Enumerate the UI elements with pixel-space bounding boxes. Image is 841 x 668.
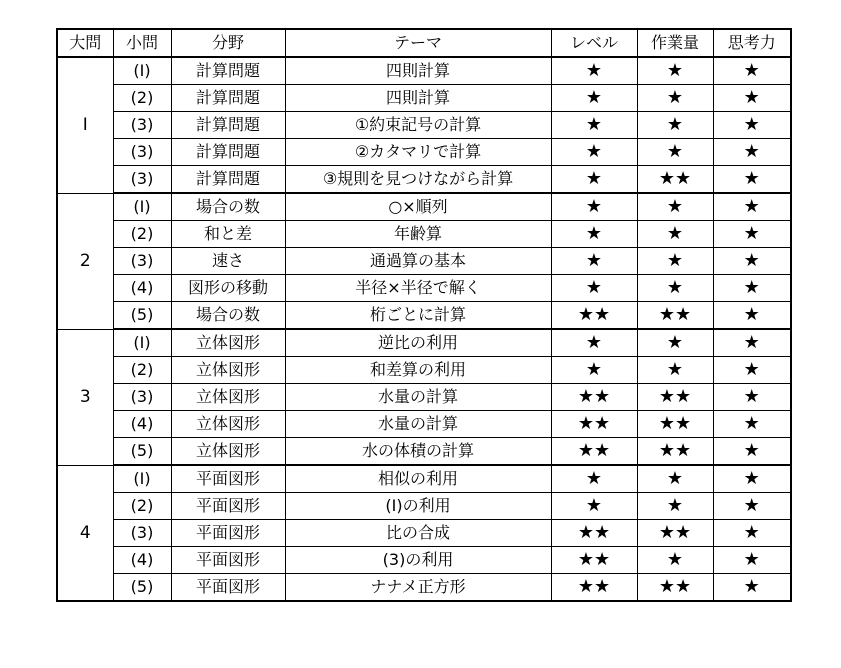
- table-row: [57, 139, 791, 166]
- level-stars-cell: ★★: [551, 520, 637, 547]
- theme-cell: 四則計算: [285, 85, 551, 112]
- table-row: [57, 57, 791, 85]
- level-stars-cell: ★: [551, 166, 637, 194]
- field-cell: 場合の数: [171, 302, 285, 330]
- theme-cell: (Ⅰ)の利用: [285, 493, 551, 520]
- field-cell: 計算問題: [171, 112, 285, 139]
- thinking-stars-cell: ★: [713, 85, 791, 112]
- workload-stars-cell: ★★: [637, 438, 713, 466]
- table-row: [57, 221, 791, 248]
- major-number-cell: 2: [57, 193, 113, 329]
- field-cell: 立体図形: [171, 329, 285, 357]
- thinking-stars-cell: ★: [713, 166, 791, 194]
- level-stars-cell: ★: [551, 139, 637, 166]
- theme-cell: 逆比の利用: [285, 329, 551, 357]
- workload-stars-cell: ★: [637, 139, 713, 166]
- workload-stars-cell: ★: [637, 547, 713, 574]
- minor-number-cell: (3): [113, 112, 171, 139]
- field-cell: 計算問題: [171, 166, 285, 194]
- thinking-stars-cell: ★: [713, 547, 791, 574]
- field-cell: 平面図形: [171, 547, 285, 574]
- level-stars-cell: ★★: [551, 302, 637, 330]
- field-cell: 平面図形: [171, 465, 285, 493]
- theme-cell: 四則計算: [285, 57, 551, 85]
- workload-stars-cell: ★★: [637, 302, 713, 330]
- table-row: [57, 574, 791, 602]
- theme-cell: ナナメ正方形: [285, 574, 551, 602]
- workload-stars-cell: ★: [637, 112, 713, 139]
- table-row: [57, 302, 791, 330]
- workload-stars-cell: ★: [637, 57, 713, 85]
- table-row: [57, 112, 791, 139]
- level-stars-cell: ★: [551, 221, 637, 248]
- level-stars-cell: ★: [551, 357, 637, 384]
- theme-cell: 水量の計算: [285, 384, 551, 411]
- thinking-stars-cell: ★: [713, 57, 791, 85]
- table-row: [57, 329, 791, 357]
- theme-cell: ②カタマリで計算: [285, 139, 551, 166]
- minor-number-cell: (Ⅰ): [113, 465, 171, 493]
- thinking-stars-cell: ★: [713, 384, 791, 411]
- workload-stars-cell: ★: [637, 275, 713, 302]
- thinking-stars-cell: ★: [713, 465, 791, 493]
- thinking-stars-cell: ★: [713, 139, 791, 166]
- thinking-stars-cell: ★: [713, 411, 791, 438]
- workload-stars-cell: ★: [637, 493, 713, 520]
- major-number-cell: Ⅰ: [57, 57, 113, 193]
- table-header: [57, 29, 791, 57]
- thinking-stars-cell: ★: [713, 193, 791, 221]
- minor-number-cell: (4): [113, 275, 171, 302]
- theme-cell: 半径×半径で解く: [285, 275, 551, 302]
- thinking-stars-cell: ★: [713, 357, 791, 384]
- level-stars-cell: ★: [551, 85, 637, 112]
- theme-cell: 桁ごとに計算: [285, 302, 551, 330]
- minor-number-cell: (3): [113, 166, 171, 194]
- minor-number-cell: (2): [113, 357, 171, 384]
- field-cell: 和と差: [171, 221, 285, 248]
- table-row: [57, 520, 791, 547]
- workload-stars-cell: ★: [637, 465, 713, 493]
- field-cell: 計算問題: [171, 85, 285, 112]
- header-thinking: 思考力: [713, 29, 791, 57]
- difficulty-table: [56, 28, 792, 602]
- table-row: [57, 411, 791, 438]
- table-row: [57, 547, 791, 574]
- thinking-stars-cell: ★: [713, 329, 791, 357]
- minor-number-cell: (2): [113, 221, 171, 248]
- workload-stars-cell: ★★: [637, 520, 713, 547]
- field-cell: 平面図形: [171, 493, 285, 520]
- workload-stars-cell: ★: [637, 85, 713, 112]
- field-cell: 立体図形: [171, 384, 285, 411]
- field-cell: 立体図形: [171, 438, 285, 466]
- minor-number-cell: (4): [113, 547, 171, 574]
- minor-number-cell: (4): [113, 411, 171, 438]
- field-cell: 立体図形: [171, 411, 285, 438]
- level-stars-cell: ★: [551, 275, 637, 302]
- field-cell: 速さ: [171, 248, 285, 275]
- theme-cell: 年齢算: [285, 221, 551, 248]
- header-major: 大問: [57, 29, 113, 57]
- theme-cell: 和差算の利用: [285, 357, 551, 384]
- header-row: [57, 29, 791, 57]
- level-stars-cell: ★: [551, 493, 637, 520]
- minor-number-cell: (3): [113, 248, 171, 275]
- theme-cell: 通過算の基本: [285, 248, 551, 275]
- minor-number-cell: (3): [113, 139, 171, 166]
- theme-cell: ○×順列: [285, 193, 551, 221]
- workload-stars-cell: ★★: [637, 166, 713, 194]
- table-row: [57, 357, 791, 384]
- table-body: [57, 57, 791, 601]
- minor-number-cell: (5): [113, 574, 171, 602]
- header-minor: 小問: [113, 29, 171, 57]
- theme-cell: ③規則を見つけながら計算: [285, 166, 551, 194]
- field-cell: 平面図形: [171, 574, 285, 602]
- level-stars-cell: ★: [551, 112, 637, 139]
- minor-number-cell: (Ⅰ): [113, 57, 171, 85]
- thinking-stars-cell: ★: [713, 493, 791, 520]
- table-row: [57, 193, 791, 221]
- minor-number-cell: (5): [113, 438, 171, 466]
- minor-number-cell: (2): [113, 85, 171, 112]
- workload-stars-cell: ★: [637, 221, 713, 248]
- workload-stars-cell: ★: [637, 248, 713, 275]
- level-stars-cell: ★★: [551, 384, 637, 411]
- workload-stars-cell: ★★: [637, 384, 713, 411]
- minor-number-cell: (Ⅰ): [113, 329, 171, 357]
- header-field: 分野: [171, 29, 285, 57]
- level-stars-cell: ★★: [551, 574, 637, 602]
- field-cell: 計算問題: [171, 57, 285, 85]
- theme-cell: 水量の計算: [285, 411, 551, 438]
- workload-stars-cell: ★★: [637, 574, 713, 602]
- table-row: [57, 384, 791, 411]
- thinking-stars-cell: ★: [713, 302, 791, 330]
- header-workload: 作業量: [637, 29, 713, 57]
- table-row: [57, 465, 791, 493]
- field-cell: 立体図形: [171, 357, 285, 384]
- thinking-stars-cell: ★: [713, 438, 791, 466]
- theme-cell: ①約束記号の計算: [285, 112, 551, 139]
- level-stars-cell: ★★: [551, 438, 637, 466]
- minor-number-cell: (3): [113, 520, 171, 547]
- theme-cell: 相似の利用: [285, 465, 551, 493]
- level-stars-cell: ★: [551, 465, 637, 493]
- minor-number-cell: (Ⅰ): [113, 193, 171, 221]
- major-number-cell: 4: [57, 465, 113, 601]
- table-row: [57, 493, 791, 520]
- table-row: [57, 85, 791, 112]
- minor-number-cell: (2): [113, 493, 171, 520]
- major-number-cell: 3: [57, 329, 113, 465]
- field-cell: 図形の移動: [171, 275, 285, 302]
- thinking-stars-cell: ★: [713, 574, 791, 602]
- header-level: レベル: [551, 29, 637, 57]
- workload-stars-cell: ★: [637, 329, 713, 357]
- table-row: [57, 438, 791, 466]
- level-stars-cell: ★★: [551, 411, 637, 438]
- table-row: [57, 248, 791, 275]
- header-theme: テーマ: [285, 29, 551, 57]
- theme-cell: 比の合成: [285, 520, 551, 547]
- theme-cell: 水の体積の計算: [285, 438, 551, 466]
- thinking-stars-cell: ★: [713, 275, 791, 302]
- theme-cell: (3)の利用: [285, 547, 551, 574]
- thinking-stars-cell: ★: [713, 112, 791, 139]
- level-stars-cell: ★★: [551, 547, 637, 574]
- table-row: [57, 166, 791, 194]
- field-cell: 平面図形: [171, 520, 285, 547]
- workload-stars-cell: ★: [637, 193, 713, 221]
- field-cell: 場合の数: [171, 193, 285, 221]
- field-cell: 計算問題: [171, 139, 285, 166]
- thinking-stars-cell: ★: [713, 248, 791, 275]
- level-stars-cell: ★: [551, 329, 637, 357]
- level-stars-cell: ★: [551, 193, 637, 221]
- table-row: [57, 275, 791, 302]
- level-stars-cell: ★: [551, 248, 637, 275]
- minor-number-cell: (5): [113, 302, 171, 330]
- thinking-stars-cell: ★: [713, 221, 791, 248]
- level-stars-cell: ★: [551, 57, 637, 85]
- workload-stars-cell: ★: [637, 357, 713, 384]
- workload-stars-cell: ★★: [637, 411, 713, 438]
- thinking-stars-cell: ★: [713, 520, 791, 547]
- minor-number-cell: (3): [113, 384, 171, 411]
